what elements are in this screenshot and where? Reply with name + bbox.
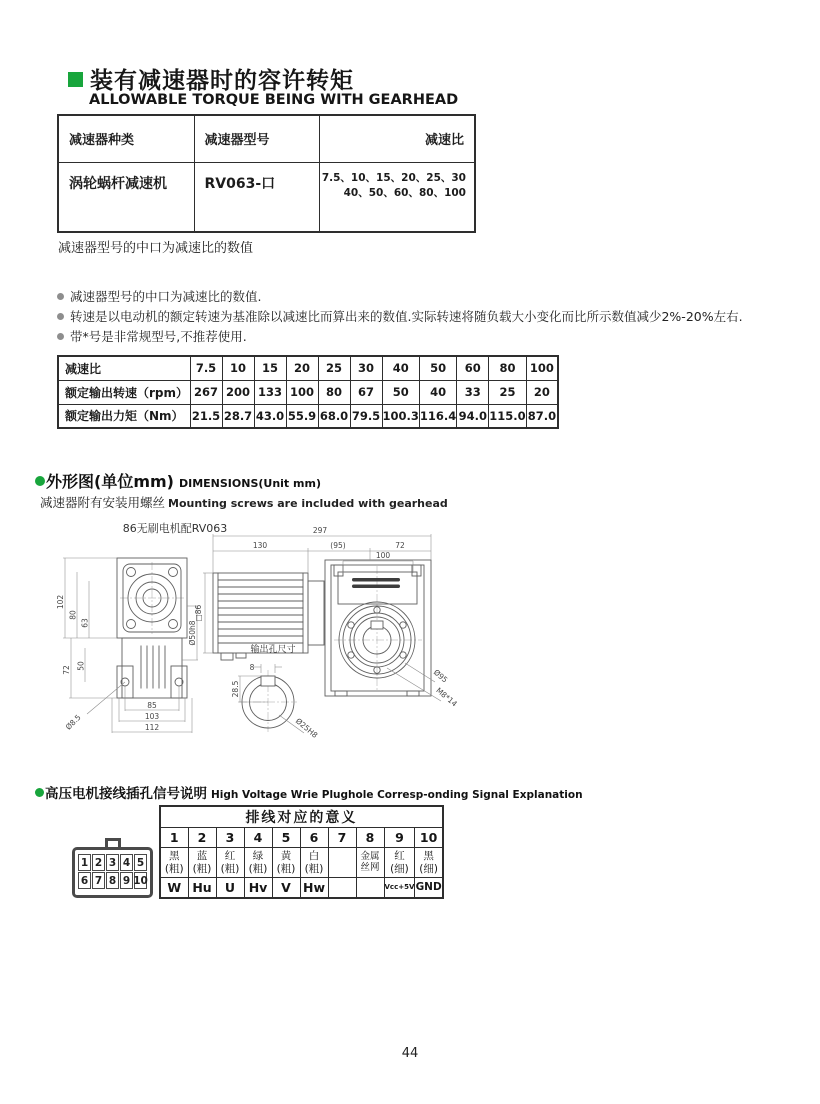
pin-signal: Vcc+5V — [384, 878, 415, 898]
note-item — [57, 289, 802, 305]
torque-value: 21.5 — [190, 404, 222, 428]
dim-shaft-dia: Ø50h8 — [188, 620, 197, 646]
dim-key-width: 8 — [249, 663, 255, 672]
dimensions-subtitle — [40, 493, 448, 511]
pin-table-title-row — [160, 806, 443, 828]
pin-signal — [328, 878, 356, 898]
ratio-value: 10 — [222, 356, 254, 380]
dim-bottom-85: 85 — [147, 701, 157, 710]
pin-number: 8 — [356, 828, 384, 848]
pin-table-title: 排线对应的意义 — [160, 806, 443, 828]
ratio-value: 25 — [318, 356, 350, 380]
torque-value: 87.0 — [526, 404, 558, 428]
connector-plug-icon — [72, 847, 153, 898]
torque-value: 115.0 — [489, 404, 526, 428]
pin-number: 5 — [272, 828, 300, 848]
dim-motor-length: 130 — [252, 541, 268, 550]
pin-wire-color: 金属丝网 — [356, 848, 384, 878]
torque-value: 100.3 — [382, 404, 419, 428]
drawing-outlines — [117, 558, 431, 728]
speed-value: 267 — [190, 380, 222, 404]
pin-signal: Hu — [188, 878, 216, 898]
speed-table-row — [58, 380, 558, 404]
torque-table-row — [58, 404, 558, 428]
speed-row-label: 额定输出转速（rpm） — [58, 380, 190, 404]
speed-value: 80 — [318, 380, 350, 404]
output-hole-title: 输出孔尺寸 — [250, 645, 296, 655]
speed-value: 67 — [350, 380, 382, 404]
ratio-value: 50 — [419, 356, 456, 380]
pin-signal-table — [159, 805, 444, 899]
dimension-labels — [56, 521, 459, 740]
speed-value: 100 — [286, 380, 318, 404]
dim-left-80: 80 — [68, 610, 78, 620]
dim-top-100: 100 — [375, 551, 391, 560]
pin-signal: Hv — [244, 878, 272, 898]
dim-foot-hole-dia: Ø8.5 — [63, 712, 83, 732]
note-text: 转速是以电动机的额定转速为基准除以减速比而算出来的数值.实际转速将随负载大小变化而比所示数值减少2%-20%左右. — [70, 309, 743, 324]
speed-value: 25 — [489, 380, 526, 404]
connector-pin: 1 — [78, 854, 91, 871]
connector-pin: 5 — [134, 854, 147, 871]
connector-pin: 3 — [106, 854, 119, 871]
dimensions-subtitle-en: Mounting screws are included with gearhead — [168, 497, 448, 510]
connector-tab-icon — [105, 838, 121, 850]
dim-key-height: 28.5 — [231, 680, 240, 698]
gearhead-col-type: 减速器种类 — [58, 115, 194, 162]
pin-wire-color: 蓝(粗) — [188, 848, 216, 878]
signal-title-zh: 高压电机接线插孔信号说明 — [45, 786, 207, 802]
dimensions-title-en: DIMENSIONS(Unit mm) — [178, 477, 321, 490]
speed-value: 20 — [526, 380, 558, 404]
gearhead-model-value: RV063-口 — [194, 162, 319, 232]
dim-bore-dia: Ø25H8 — [293, 716, 320, 740]
connector-pin: 2 — [92, 854, 105, 871]
gearhead-table-note: 减速器型号的中口为减速比的数值 — [58, 241, 254, 256]
speed-value: 200 — [222, 380, 254, 404]
pin-wire-color: 黄(粗) — [272, 848, 300, 878]
dim-motor-square: □86 — [194, 604, 203, 622]
dim-left-72: 72 — [62, 665, 71, 675]
drawing-caption: 86无刷电机配RV063 — [122, 522, 228, 535]
dim-flange-dia: Ø95 — [431, 667, 450, 685]
ratio-value: 30 — [350, 356, 382, 380]
ratio-value: 80 — [489, 356, 526, 380]
pin-wire-color: 红(细) — [384, 848, 415, 878]
bullet-dot-icon — [57, 333, 64, 340]
pin-signal — [356, 878, 384, 898]
connector-pin: 8 — [106, 872, 119, 889]
ratio-value: 7.5 — [190, 356, 222, 380]
dim-left-102: 102 — [56, 594, 65, 610]
dimension-lines — [63, 534, 441, 733]
torque-value: 116.4 — [419, 404, 456, 428]
drawing-slots — [352, 578, 400, 588]
ratio-value: 40 — [382, 356, 419, 380]
ratio-value: 100 — [526, 356, 558, 380]
signal-section-header — [35, 782, 583, 802]
pin-number-row — [160, 828, 443, 848]
section-bullet-icon — [35, 788, 44, 797]
dim-left-63: 63 — [80, 618, 90, 628]
ratio-value: 20 — [286, 356, 318, 380]
pin-wire-color: 绿(粗) — [244, 848, 272, 878]
dim-total: 297 — [312, 526, 328, 535]
pin-signal: GND — [415, 878, 443, 898]
torque-value: 68.0 — [318, 404, 350, 428]
pin-number: 7 — [328, 828, 356, 848]
dim-left-50: 50 — [76, 661, 86, 671]
pin-number: 9 — [384, 828, 415, 848]
connector-pin-row — [78, 854, 147, 871]
pin-number: 4 — [244, 828, 272, 848]
pin-wire-color: 黑(细) — [415, 848, 443, 878]
torque-row-label: 额定输出力矩（Nm） — [58, 404, 190, 428]
pin-wire-color: 黑(粗) — [160, 848, 188, 878]
pin-signal: Hw — [300, 878, 328, 898]
dim-gear-depth: (95) — [330, 541, 346, 550]
pin-signal: W — [160, 878, 188, 898]
pin-color-row — [160, 848, 443, 878]
torque-value: 94.0 — [457, 404, 489, 428]
connector-pin: 6 — [78, 872, 91, 889]
dimension-drawing — [55, 518, 595, 756]
bullet-dot-icon — [57, 293, 64, 300]
dim-screw: M8*14 — [434, 685, 459, 709]
connector-pin: 4 — [120, 854, 133, 871]
torque-value: 79.5 — [350, 404, 382, 428]
speed-value: 50 — [382, 380, 419, 404]
pin-number: 6 — [300, 828, 328, 848]
notes-list — [57, 289, 802, 349]
dimensions-title-zh: 外形图(单位mm) — [46, 472, 174, 491]
page-number: 44 — [401, 1046, 419, 1061]
pin-signal: U — [216, 878, 244, 898]
page-title-en: ALLOWABLE TORQUE BEING WITH GEARHEAD — [89, 92, 459, 108]
pin-wire-color: 红(粗) — [216, 848, 244, 878]
dim-bottom-112: 112 — [144, 723, 160, 732]
note-text: 减速器型号的中口为减速比的数值. — [70, 289, 262, 304]
speed-value: 40 — [419, 380, 456, 404]
gearhead-col-ratio: 减速比 — [319, 115, 475, 162]
pin-wire-color: 白(粗) — [300, 848, 328, 878]
signal-title-en: High Voltage Wrie Plughole Corresp-onding Signal Explanation — [211, 789, 583, 801]
ratio-row-label: 减速比 — [58, 356, 190, 380]
ratio-value: 15 — [254, 356, 286, 380]
gearhead-ratio-value — [319, 162, 475, 232]
gearhead-header-row — [58, 115, 475, 162]
pin-wire-color — [328, 848, 356, 878]
dim-bottom-103: 103 — [144, 712, 160, 721]
connector-pin: 9 — [120, 872, 133, 889]
pin-number: 10 — [415, 828, 443, 848]
torque-value: 55.9 — [286, 404, 318, 428]
gearhead-type-value: 涡轮蜗杆减速机 — [58, 162, 194, 232]
pin-number: 3 — [216, 828, 244, 848]
connector-pin: 10 — [134, 872, 147, 889]
gearhead-data-row — [58, 162, 475, 232]
connector-pin: 7 — [92, 872, 105, 889]
section-bullet-icon — [35, 476, 45, 486]
ratio-value: 60 — [457, 356, 489, 380]
note-item — [57, 329, 802, 345]
gearhead-ratio-line1: 7.5、10、15、20、25、30 — [321, 171, 466, 184]
connector-pin-row — [78, 872, 147, 889]
gearhead-table — [57, 114, 476, 233]
torque-value: 43.0 — [254, 404, 286, 428]
pin-signal: V — [272, 878, 300, 898]
gearhead-col-model: 减速器型号 — [194, 115, 319, 162]
page-title-zh: 装有减速器时的容许转矩 — [90, 68, 354, 94]
pin-number: 2 — [188, 828, 216, 848]
dimensions-section-header — [35, 469, 321, 492]
pin-signal-row — [160, 878, 443, 898]
speed-value: 33 — [457, 380, 489, 404]
dimensions-subtitle-zh: 减速器附有安装用螺丝 — [40, 495, 166, 510]
note-text: 带*号是非常规型号,不推荐使用. — [70, 329, 247, 344]
note-item — [57, 309, 802, 325]
title-bullet-square-icon — [68, 72, 83, 87]
ratio-table — [57, 355, 559, 429]
ratio-table-row — [58, 356, 558, 380]
dim-gear-width: 72 — [395, 541, 405, 550]
torque-value: 28.7 — [222, 404, 254, 428]
bullet-dot-icon — [57, 313, 64, 320]
pin-number: 1 — [160, 828, 188, 848]
gearhead-ratio-line2: 40、50、60、80、100 — [343, 187, 466, 200]
speed-value: 133 — [254, 380, 286, 404]
